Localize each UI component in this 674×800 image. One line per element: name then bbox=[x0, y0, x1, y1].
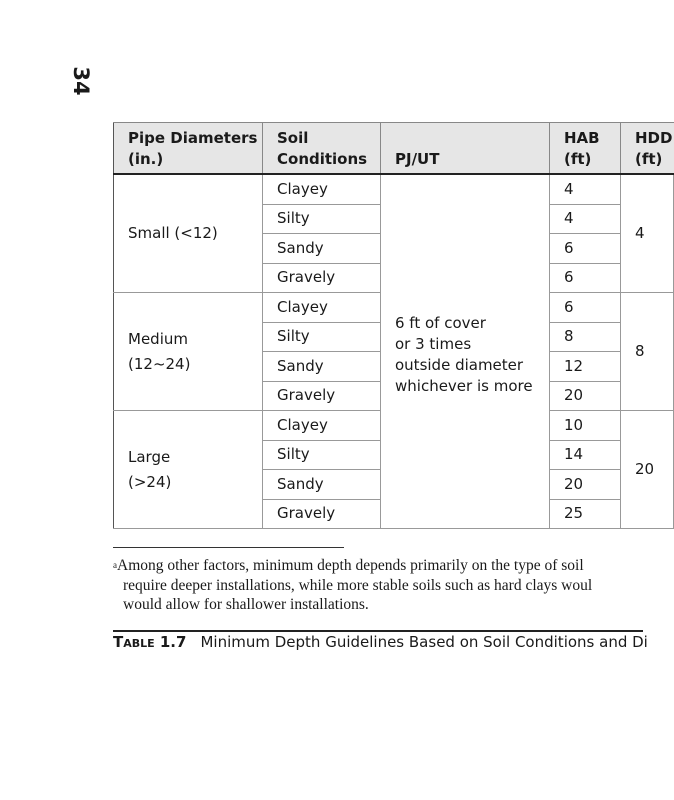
caption-label: Table 1.7 bbox=[113, 633, 187, 651]
soil-condition-cell: Silty bbox=[263, 204, 381, 234]
header-pj-ut: PJ/UT bbox=[381, 123, 550, 175]
header-hab: HAB (ft) bbox=[550, 123, 621, 175]
soil-condition-cell: Sandy bbox=[263, 470, 381, 500]
caption-text: Minimum Depth Guidelines Based on Soil Conditions and Di bbox=[200, 633, 648, 651]
hab-cell: 10 bbox=[550, 411, 621, 441]
soil-condition-cell: Silty bbox=[263, 440, 381, 470]
footnote bbox=[113, 556, 673, 615]
hab-cell: 6 bbox=[550, 293, 621, 323]
hab-cell: 4 bbox=[550, 174, 621, 204]
hab-cell: 8 bbox=[550, 322, 621, 352]
hdd-cell: 8 bbox=[621, 293, 674, 411]
soil-condition-cell: Gravely bbox=[263, 263, 381, 293]
soil-condition-cell: Clayey bbox=[263, 411, 381, 441]
pj-ut-cell: 6 ft of cover or 3 times outside diameter whichever is more bbox=[381, 174, 550, 529]
hdd-cell: 4 bbox=[621, 174, 674, 293]
hab-cell: 20 bbox=[550, 381, 621, 411]
pipe-diameter-cell: Large (>24) bbox=[114, 411, 263, 529]
soil-condition-cell: Gravely bbox=[263, 381, 381, 411]
pipe-diameter-cell: Small (<12) bbox=[114, 174, 263, 293]
table-body bbox=[114, 174, 674, 529]
hab-cell: 6 bbox=[550, 234, 621, 264]
depth-guidelines-table-wrap bbox=[113, 122, 673, 529]
soil-condition-cell: Silty bbox=[263, 322, 381, 352]
footnote-line: would allow for shallower installations. bbox=[123, 596, 369, 614]
hdd-cell: 20 bbox=[621, 411, 674, 529]
footnote-rule bbox=[113, 547, 344, 548]
footnote-line: $^a$Among other factors, minimum depth depends primarily on the type of soil bbox=[113, 557, 584, 574]
header-hdd: HDD (ft) bbox=[621, 123, 674, 175]
page-number: 34 bbox=[69, 66, 93, 96]
table-caption bbox=[113, 633, 648, 651]
footnote-marker: a bbox=[113, 560, 117, 570]
soil-condition-cell: Clayey bbox=[263, 293, 381, 323]
soil-condition-cell: Gravely bbox=[263, 499, 381, 529]
table-row bbox=[114, 174, 674, 204]
caption-rule bbox=[113, 630, 643, 632]
pipe-diameter-cell: Medium (12~24) bbox=[114, 293, 263, 411]
soil-condition-cell: Sandy bbox=[263, 352, 381, 382]
hab-cell: 20 bbox=[550, 470, 621, 500]
soil-condition-cell: Sandy bbox=[263, 234, 381, 264]
hab-cell: 25 bbox=[550, 499, 621, 529]
hab-cell: 6 bbox=[550, 263, 621, 293]
footnote-line: require deeper installations, while more stable soils such as hard clays woul bbox=[123, 576, 593, 594]
hab-cell: 4 bbox=[550, 204, 621, 234]
header-soil-conditions: Soil Conditions bbox=[263, 123, 381, 175]
hab-cell: 14 bbox=[550, 440, 621, 470]
table-header-row bbox=[114, 123, 674, 175]
soil-condition-cell: Clayey bbox=[263, 174, 381, 204]
header-pipe-diameters: Pipe Diameters (in.) bbox=[114, 123, 263, 175]
depth-guidelines-table bbox=[113, 122, 674, 529]
hab-cell: 12 bbox=[550, 352, 621, 382]
